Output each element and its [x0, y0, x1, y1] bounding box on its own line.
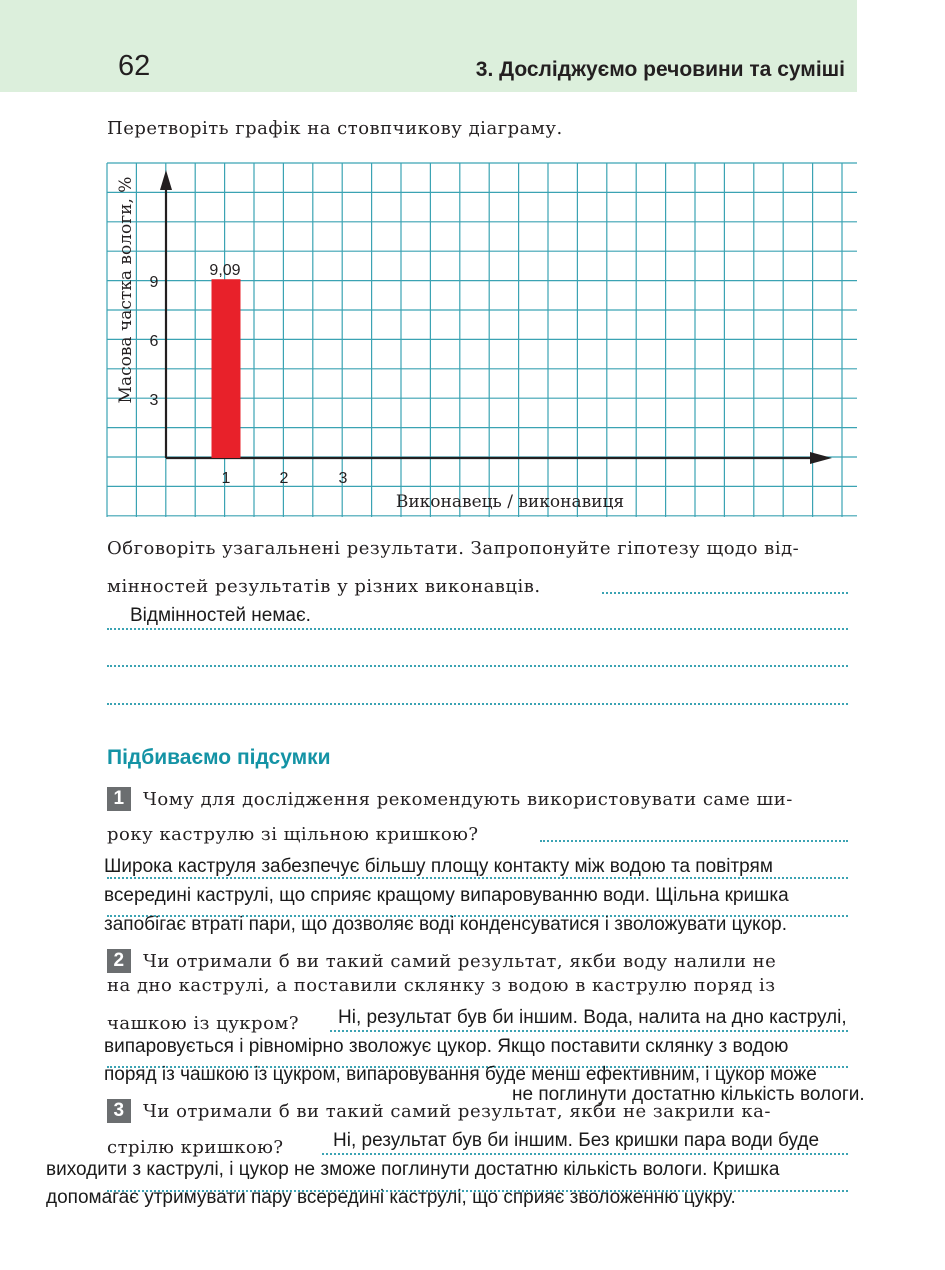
question-2-line-2: на дно каструлі, а поставили склянку з водою в каструлю поряд із [107, 975, 776, 996]
question-3-answer-line-2: виходити з каструлі, і цукор не зможе поглинути достатню кількість вологи. Кришка [46, 1159, 780, 1180]
question-1-answer-line-3: запобігає втраті пари, що дозволяє воді конденсуватися і зволожувати цукор. [104, 914, 787, 935]
x-tick-label: 3 [338, 470, 348, 487]
discussion-answer: Відмінностей немає. [130, 605, 311, 626]
page-number: 62 [118, 50, 151, 82]
answer-line [322, 1153, 848, 1155]
x-tick-label: 2 [279, 470, 289, 487]
chart-bars [209, 262, 240, 458]
chart-ticks [150, 274, 348, 487]
question-number-badge: 2 [107, 949, 131, 973]
question-1-answer-line-2: всередині каструлі, що сприяє кращому випаровуванню води. Щільна кришка [104, 885, 789, 906]
answer-line [330, 1030, 848, 1032]
chapter-title: 3. Досліджуємо речовини та суміші [475, 58, 845, 81]
y-tick-label: 9 [149, 274, 159, 291]
x-axis-label: Виконавець / виконавиця [395, 492, 625, 512]
question-3-answer-line-3: допомагає утримувати пару всередині каструлі, що сприяє зволоженню цукру. [46, 1187, 736, 1208]
x-tick-label: 1 [221, 470, 231, 487]
question-2-answer-line-2: випаровується і рівномірно зволожує цукор. Якщо поставити склянку з водою [104, 1036, 789, 1057]
question-2-answer-line-1: Ні, результат був би іншим. Вода, налита на дно каструлі, [338, 1007, 847, 1028]
task-instruction: Перетворіть графік на стовпчикову діаграму. [107, 118, 563, 139]
y-axis-arrow [160, 170, 172, 190]
x-axis-arrow [810, 452, 832, 464]
question-1-answer-line-1: Широка каструля забезпечує більшу площу контакту між водою та повітрям [104, 856, 773, 877]
question-2-line-3: чашкою із цукром? [107, 1013, 300, 1034]
question-1-line-1: 1 Чому для дослідження рекомендують використовувати саме ши- [107, 787, 793, 811]
answer-line [540, 840, 848, 842]
answer-line [602, 592, 848, 594]
question-2-line-1: 2 Чи отримали б ви такий самий результат, якби воду налили не [107, 949, 776, 973]
bar [212, 279, 241, 458]
y-axis-label: Масова частка вологи, % [116, 176, 136, 404]
answer-line [107, 628, 848, 630]
question-2-answer-line-3: поряд із чашкою із цукром, випаровування буде менш ефективним, і цукор може [104, 1064, 817, 1085]
question-3-line-1: 3 Чи отримали б ви такий самий результат, якби не закрили ка- [107, 1099, 771, 1123]
question-1-line-2: року каструлю зі щільною кришкою? [107, 824, 479, 845]
question-3-answer-line-1: Ні, результат був би іншим. Без кришки пара води буде [333, 1130, 820, 1151]
answer-line [107, 703, 848, 705]
bar-chart [0, 0, 945, 560]
y-tick-label: 3 [149, 392, 159, 409]
bar-data-label: 9,09 [209, 262, 241, 280]
question-number-badge: 1 [107, 787, 131, 811]
question-3-line-2: стрiлю кришкою? [107, 1137, 284, 1158]
question-2-answer-line-4: не поглинути достатню кількість вологи. [512, 1084, 865, 1105]
section-title: Підбиваємо підсумки [107, 746, 331, 769]
chart-axes [160, 170, 832, 464]
answer-line [107, 665, 848, 667]
discussion-line-1: Обговоріть узагальнені результати. Запропонуйте гіпотезу щодо від- [107, 538, 800, 559]
question-number-badge: 3 [107, 1099, 131, 1123]
y-tick-label: 6 [149, 333, 159, 350]
discussion-line-2: мінностей результатів у різних виконавців. [107, 576, 541, 597]
